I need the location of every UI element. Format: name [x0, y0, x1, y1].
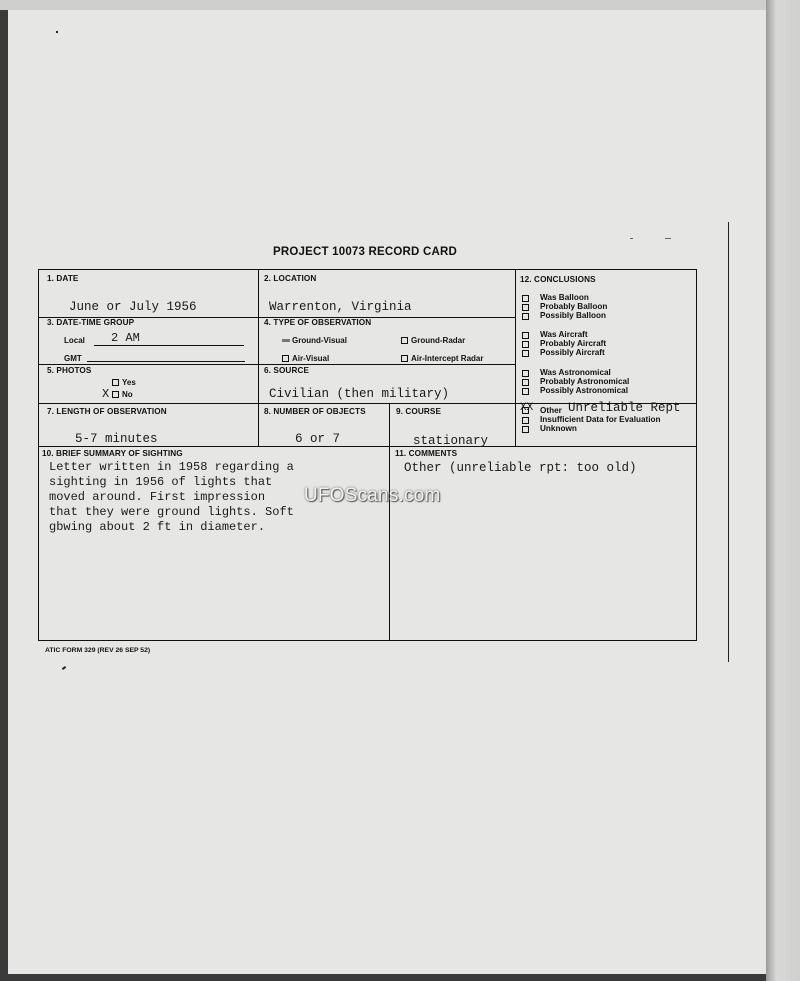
comments-label: 11. COMMENTS — [395, 449, 458, 458]
unknown-checkbox[interactable] — [522, 426, 529, 433]
summary-line: moved around. First impression — [49, 490, 266, 504]
photos-label: 5. PHOTOS — [47, 366, 92, 375]
other-option: Other — [540, 406, 562, 415]
scan-speck — [56, 31, 58, 33]
was-aircraft-option: Was Aircraft — [540, 330, 588, 339]
possibly-balloon-checkbox[interactable] — [522, 313, 529, 320]
ground-radar-option: Ground-Radar — [411, 336, 466, 345]
was-balloon-option: Was Balloon — [540, 293, 589, 302]
insufficient-data-checkbox[interactable] — [522, 417, 529, 424]
form-number: ATIC FORM 329 (REV 26 SEP 52) — [45, 647, 151, 654]
probably-balloon-option: Probably Balloon — [540, 302, 608, 311]
datetime-label: 3. DATE-TIME GROUP — [47, 318, 135, 327]
ground-visual-option: Ground-Visual — [292, 336, 347, 345]
gmt-underline — [87, 361, 245, 362]
probably-astronomical-option: Probably Astronomical — [540, 377, 630, 386]
possibly-aircraft-option: Possibly Aircraft — [540, 348, 605, 357]
objects-label: 8. NUMBER OF OBJECTS — [264, 407, 366, 416]
other-value: Unreliable Rept — [568, 401, 681, 415]
summary-line: Letter written in 1958 regarding a — [49, 460, 294, 474]
insufficient-data-option: Insufficient Data for Evaluation — [540, 415, 661, 424]
was-aircraft-checkbox[interactable] — [522, 332, 529, 339]
was-astronomical-checkbox[interactable] — [522, 370, 529, 377]
observation-type-label: 4. TYPE OF OBSERVATION — [264, 318, 372, 327]
air-visual-checkbox[interactable] — [282, 355, 289, 362]
photos-no-checkbox[interactable] — [112, 391, 119, 398]
record-card — [38, 269, 697, 641]
divider — [258, 270, 259, 446]
was-astronomical-option: Was Astronomical — [540, 368, 611, 377]
summary-line: that they were ground lights. Soft — [49, 505, 294, 519]
possibly-balloon-option: Possibly Balloon — [540, 311, 606, 320]
course-value: stationary — [413, 434, 489, 448]
photos-no-label: No — [122, 390, 133, 399]
scan-right-edge — [766, 0, 800, 981]
air-intercept-checkbox[interactable] — [401, 355, 408, 362]
scan-speck — [630, 238, 633, 239]
gmt-label: GMT — [64, 354, 82, 363]
possibly-astronomical-option: Possibly Astronomical — [540, 386, 628, 395]
conclusions-label: 12. CONCLUSIONS — [520, 275, 596, 284]
photos-yes-label: Yes — [122, 378, 136, 387]
ground-radar-checkbox[interactable] — [401, 337, 408, 344]
scan-top-edge — [0, 0, 800, 10]
divider — [515, 270, 516, 446]
divider — [389, 403, 390, 640]
date-value: June or July 1956 — [69, 300, 197, 314]
comments-value: Other (unreliable rpt: too old) — [404, 461, 637, 475]
local-value: 2 AM — [111, 331, 140, 345]
source-label: 6. SOURCE — [264, 366, 310, 375]
length-value: 5-7 minutes — [75, 432, 158, 446]
summary-line: gbwing about 2 ft in diameter. — [49, 520, 266, 534]
summary-line: sighting in 1956 of lights that — [49, 475, 273, 489]
card-title: PROJECT 10073 RECORD CARD — [273, 246, 457, 258]
possibly-aircraft-checkbox[interactable] — [522, 350, 529, 357]
scan-speck — [665, 238, 671, 239]
divider — [39, 364, 516, 365]
objects-value: 6 or 7 — [295, 432, 341, 446]
divider — [39, 446, 696, 447]
summary-label: 10. BRIEF SUMMARY OF SIGHTING — [42, 449, 183, 458]
location-label: 2. LOCATION — [264, 274, 317, 283]
was-balloon-checkbox[interactable] — [522, 295, 529, 302]
course-label: 9. COURSE — [396, 407, 442, 416]
photos-yes-checkbox[interactable] — [112, 379, 119, 386]
probably-aircraft-option: Probably Aircraft — [540, 339, 607, 348]
photos-no-mark: X — [102, 387, 110, 401]
other-mark: XX — [520, 402, 534, 414]
local-underline — [94, 345, 244, 346]
local-label: Local — [64, 336, 85, 345]
date-label: 1. DATE — [47, 274, 79, 283]
probably-aircraft-checkbox[interactable] — [522, 341, 529, 348]
probably-balloon-checkbox[interactable] — [522, 304, 529, 311]
probably-astronomical-checkbox[interactable] — [522, 379, 529, 386]
ground-visual-mark — [282, 339, 290, 342]
air-intercept-option: Air-Intercept Radar — [411, 354, 484, 363]
paper-fold-line — [728, 222, 729, 662]
watermark: UFOScans.com — [304, 485, 441, 506]
unknown-option: Unknown — [540, 424, 577, 433]
air-visual-option: Air-Visual — [292, 354, 330, 363]
possibly-astronomical-checkbox[interactable] — [522, 388, 529, 395]
location-value: Warrenton, Virginia — [269, 300, 412, 314]
length-label: 7. LENGTH OF OBSERVATION — [47, 407, 167, 416]
source-value: Civilian (then military) — [269, 387, 450, 401]
